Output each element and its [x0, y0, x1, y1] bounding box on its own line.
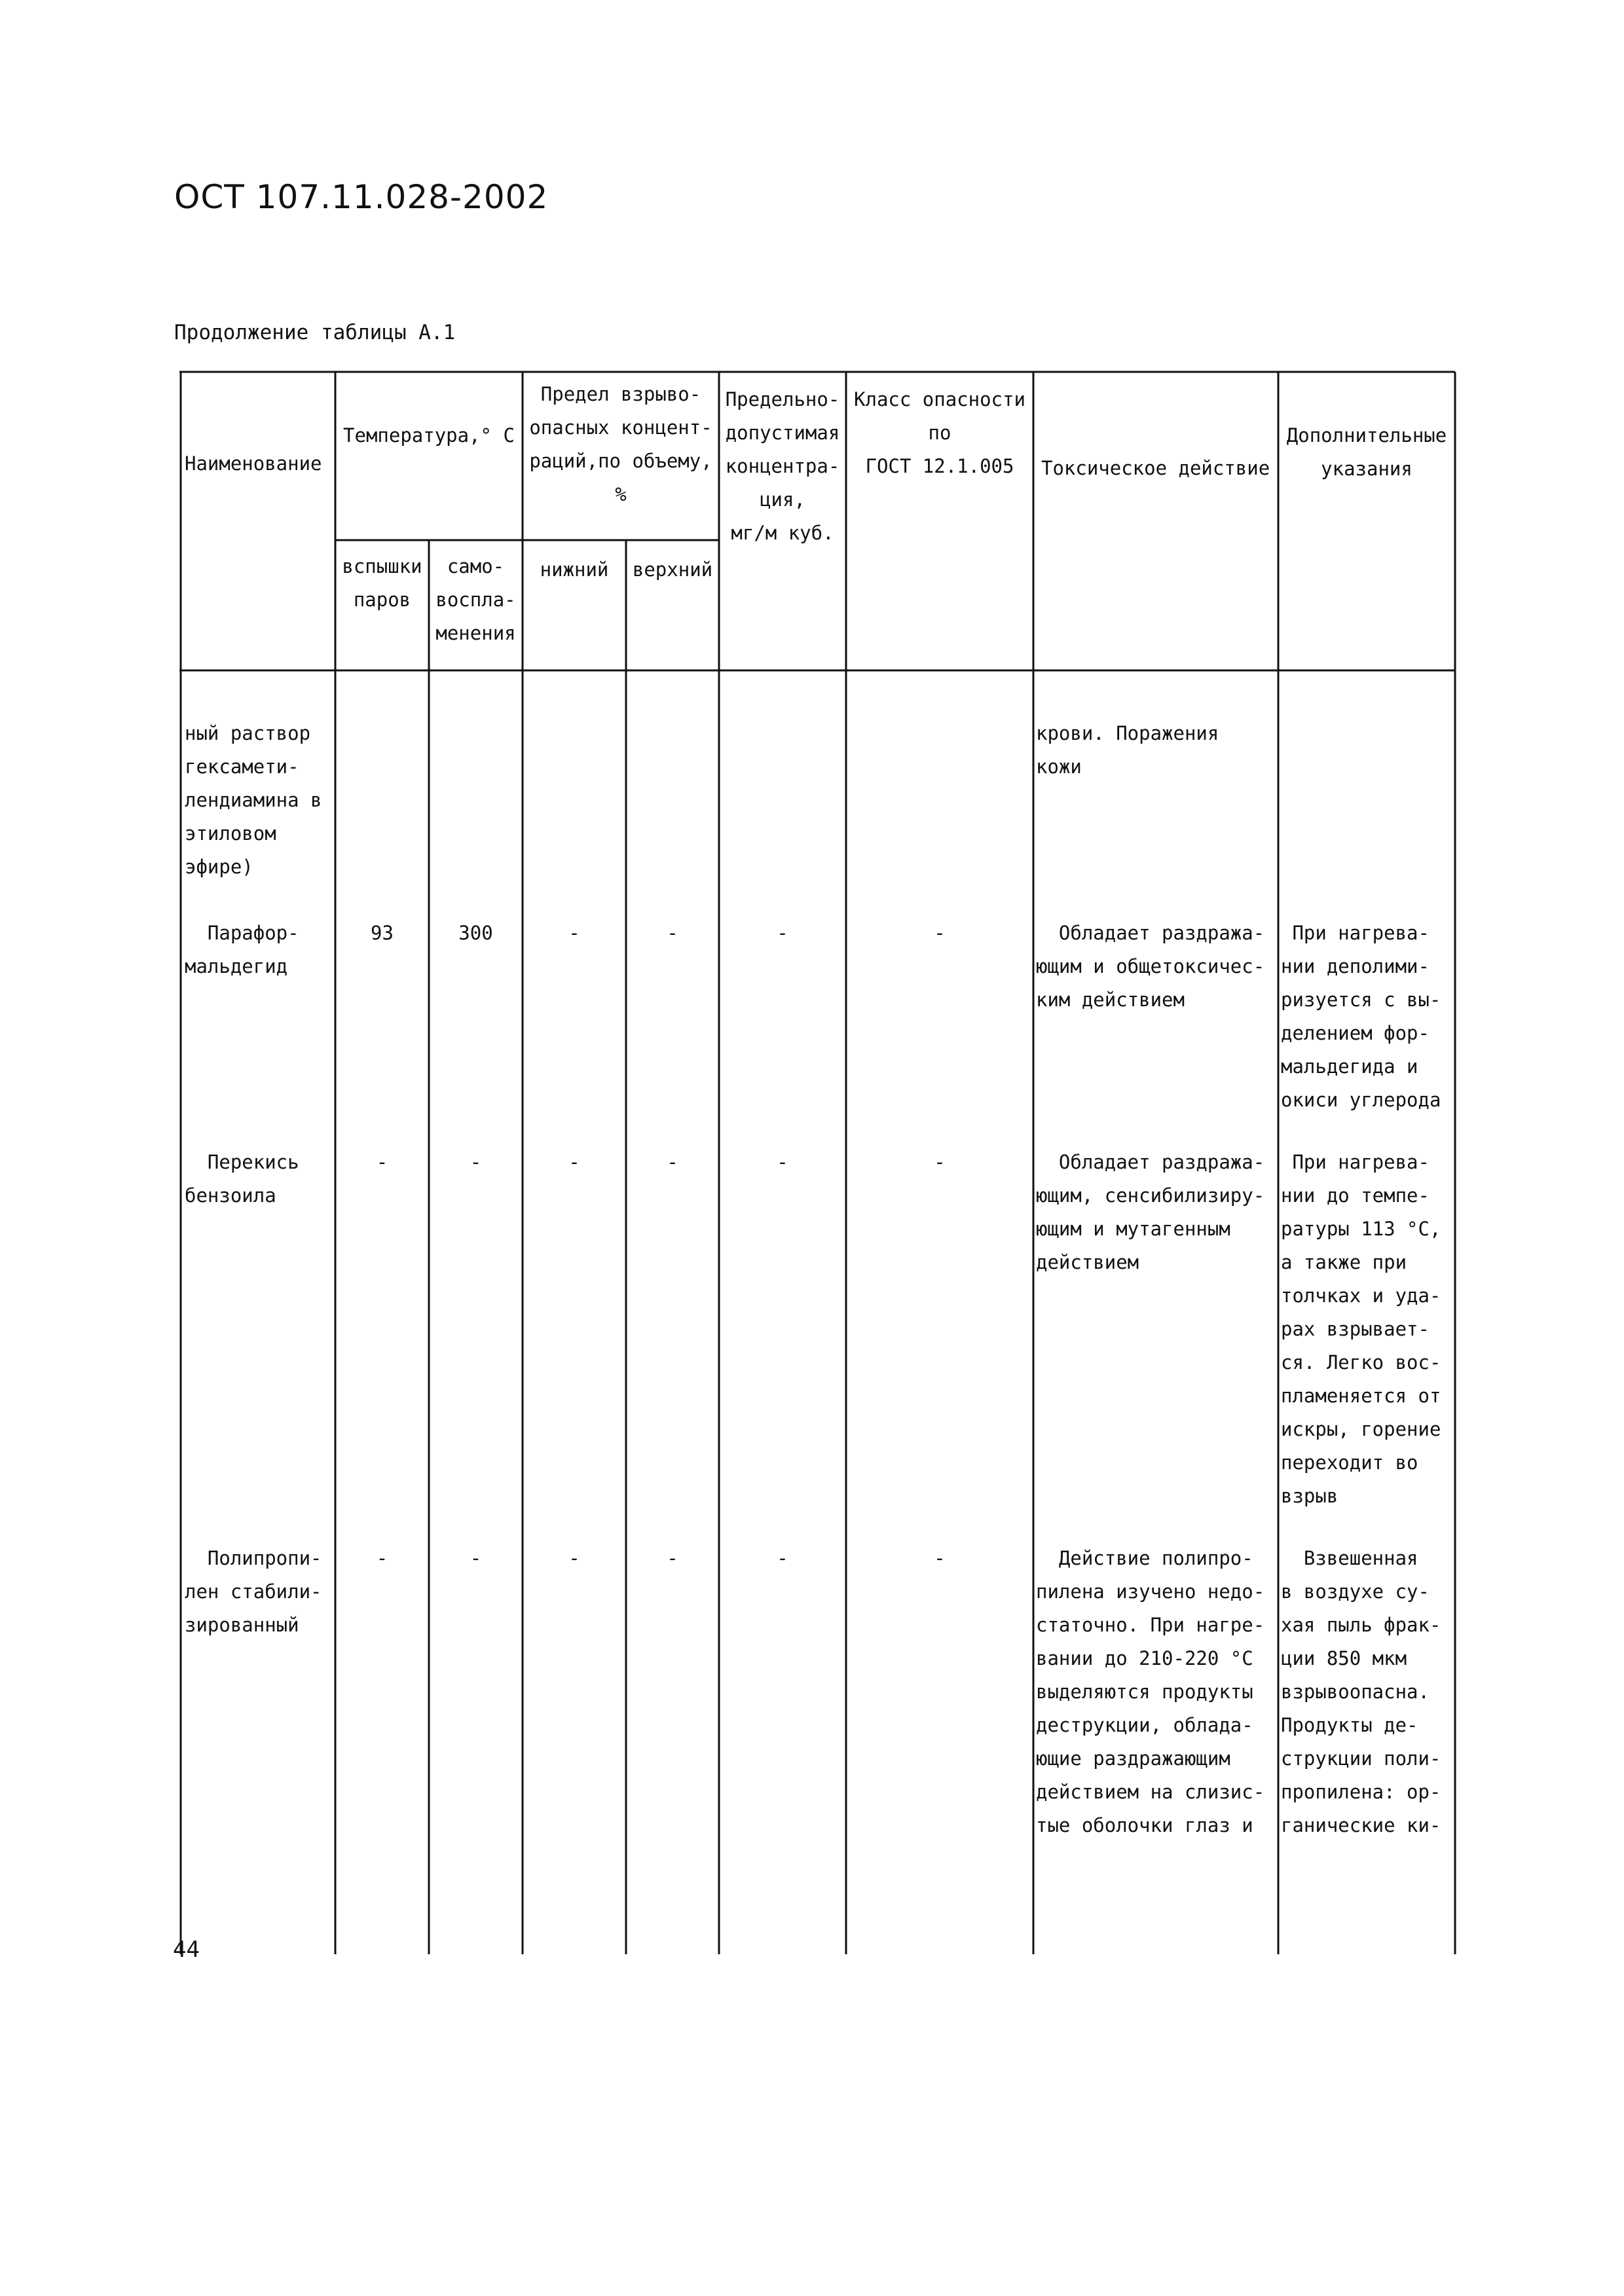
- row-2-max-allowable-concentration: -: [777, 1151, 788, 1173]
- row-1-upper-limit: -: [667, 922, 678, 944]
- row-3-max-allowable-concentration: -: [777, 1547, 788, 1569]
- table-caption: Продолжение таблицы А.1: [174, 321, 456, 344]
- row-1-max-allowable-concentration: -: [777, 922, 788, 944]
- row-0-toxic-effect: крови. Поражения кожи: [1036, 722, 1219, 778]
- row-2-flash-point: -: [376, 1151, 388, 1173]
- row-1-flash-point: 93: [371, 922, 394, 944]
- row-3-notes: Взвешенная в воздухе су- хая пыль фрак- ции 850 мкм взрывоопасна. Продукты де- струкции поли- пропилена: ор- ганические ки-: [1281, 1547, 1441, 1836]
- row-1-notes: При нагрева- нии деполими- ризуется с вы- делением фор- мальдегида и окиси углерода: [1281, 922, 1441, 1111]
- row-2-autoignition: -: [470, 1151, 482, 1173]
- row-2-name: Перекись бензоила: [185, 1151, 299, 1207]
- row-3-toxic-effect: Действие полипро- пилена изучено недо- статочно. При нагре- вании до 210-220 °С выделяются продукты деструкции, облада- ющие раздражающим действием на слизис- тые оболочки глаз и: [1036, 1547, 1265, 1836]
- header-flash-point: вспышки паров: [342, 555, 422, 611]
- row-1-lower-limit: -: [568, 922, 580, 944]
- row-3-upper-limit: -: [667, 1547, 678, 1569]
- header-toxic-effect: Токсическое действие: [1041, 457, 1270, 479]
- row-1-autoignition: 300: [458, 922, 493, 944]
- row-2-lower-limit: -: [568, 1151, 580, 1173]
- row-1-toxic-effect: Обладает раздража- ющим и общетоксичес- ким действием: [1036, 922, 1265, 1011]
- page-number: 44: [173, 1937, 200, 1963]
- header-lower-limit: нижний: [540, 558, 609, 581]
- header-upper-limit: верхний: [632, 558, 713, 581]
- row-0-name: ный раствор гексамети- лендиамина в этиловом эфире): [185, 722, 322, 878]
- row-3-hazard-class: -: [934, 1547, 946, 1569]
- header-temperature: Температура,° С: [343, 424, 515, 446]
- row-2-upper-limit: -: [667, 1151, 678, 1173]
- row-2-notes: При нагрева- нии до темпе- ратуры 113 °С, а также при толчках и уда- рах взрывает- ся. Легко вос- пламеняется от искры, горение переходит во взрыв: [1281, 1151, 1441, 1507]
- header-max-allowable-concentration: Предельно- допустимая концентра- ция, мг/м куб.: [725, 388, 840, 544]
- row-2-toxic-effect: Обладает раздража- ющим, сенсибилизиру- ющим и мутагенным действием: [1036, 1151, 1265, 1273]
- row-3-name: Полипропи- лен стабили- зированный: [185, 1547, 322, 1636]
- header-hazard-class: Класс опасности по ГОСТ 12.1.005: [854, 388, 1025, 477]
- row-2-hazard-class: -: [934, 1151, 946, 1173]
- header-notes: Дополнительные указания: [1286, 424, 1447, 480]
- row-3-lower-limit: -: [568, 1547, 580, 1569]
- document-code: ОСТ 107.11.028-2002: [174, 178, 549, 216]
- row-1-hazard-class: -: [934, 922, 946, 944]
- header-name: Наименование: [185, 452, 322, 475]
- row-3-autoignition: -: [470, 1547, 482, 1569]
- row-1-name: Парафор- мальдегид: [185, 922, 299, 977]
- row-3-flash-point: -: [376, 1547, 388, 1569]
- header-explosive-limits: Предел взрыво- опасных концент- раций,по объему, %: [529, 383, 712, 505]
- header-autoignition: само- воспла- менения: [435, 555, 516, 644]
